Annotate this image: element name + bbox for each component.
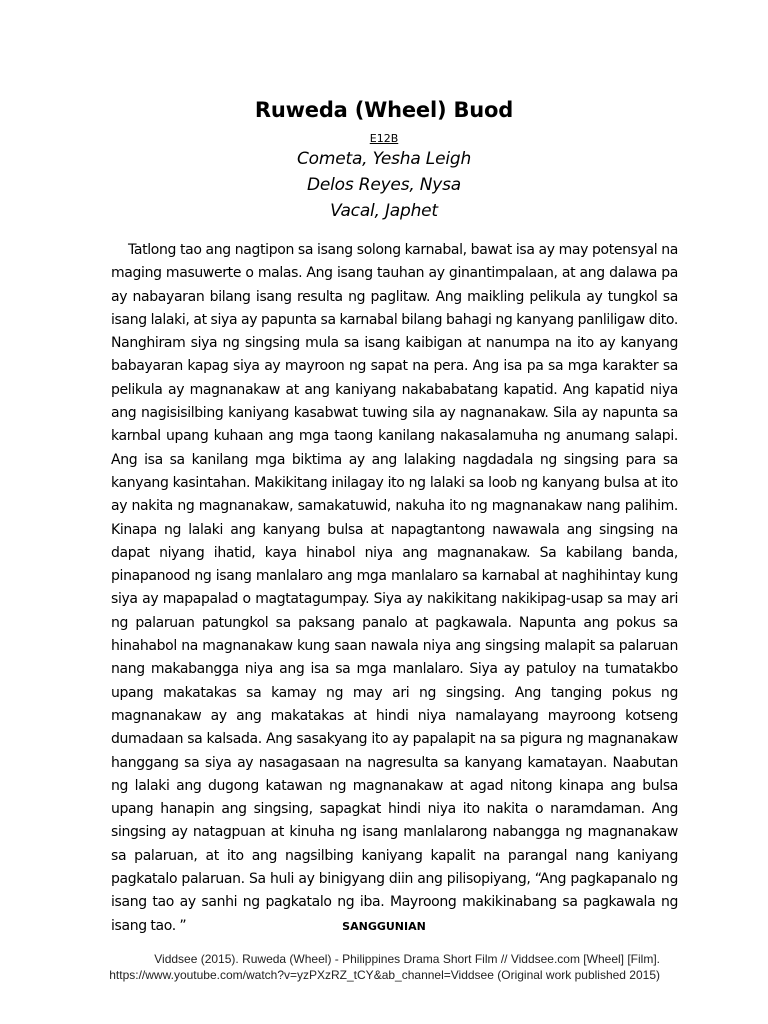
class-code: E12B [369, 132, 399, 145]
summary-paragraph: Tatlong tao ang nagtipon sa isang solong karnabal, bawat isa ay may potensyal na maging masuwerte o malas. Ang isang tauhan ay ginantimpalaan, at ang dalawa pa ay nabayaran bilang isang resulta ng paglitaw. Ang maikling pelikula ay tungkol sa isang lalaki, at siya ay papunta sa karnabal bilang bahagi ng kanyang panliligaw dito. Nanghiram siya ng singsing mula sa isang kaibigan at nanumpa na ito ay kanyang babayaran kapag siya ay mayroon ng sapat na pera. Ang isa pa sa mga karakter sa pelikula ay magnanakaw at ang kaniyang nakababatang kapatid. Ang kapatid niya ang nagisisilbing kaniyang kasabwat tuwing sila ay nagnanakaw. Sila ay napunta sa karnbal upang kuhaan ang mga taong kanilang nakasalamuha ng anumang salapi. Ang isa sa kanilang mga biktima ay ang lalaking nagdadala ng singsing para sa kanyang kasintahan. Makikitang inilagay ito ng lalaki sa loob ng kanyang bulsa at ito ay nakita ng magnanakaw, samakatuwid, nakuha ito ng magnanakaw nang palihim. Kinapa ng lalaki ang kanyang bulsa at napagtantong nawawala ang singsing na dapat niyang ihatid, kaya hinabol niya ang magnanakaw. Sa kabilang banda, pinapanood ng isang manlalaro ang mga manlalaro sa karnabal at naghihintay kung siya ay mapapalad o magtatagumpay. Siya ay nakikitang nakikipag-usap sa may ari ng palaruan patungkol sa paksang panalo at pagkawala. Napunta ang pokus sa hinahabol na magnanakaw kung saan nawala niya ang singsing malapit sa palaruan nang makabangga niya ang isa sa mga manlalaro. Siya ay patuloy na tumatakbo upang makatakas sa kamay ng may ari ng singsing. Ang tanging pokus ng magnanakaw ay ang makatakas at hindi niya namalayang mayroong kotseng dumadaan sa kalsada. Ang sasakyang ito ay papalapit na sa pigura ng magnanakaw hanggang sa siya ay nasagasaan na nagresulta sa kanyang kamatayan. Naabutan ng lalaki ang dugong katawan ng magnanakaw at agad nitong kinapa ang bulsa upang hanapin ang singsing, sapagkat hindi niya ito nakita o naramdaman. Ang singsing ay natagpuan at kinuha ng isang manlalarong nabangga ng magnanakaw sa palaruan, at ito ang nagsilbing kaniyang kapalit na parangal nang kaniyang pagkatalo palaruan. Sa huli ay binigyang diin ang pilisopiyang, “Ang pagkapanalo ng isang tao ay sanhi ng pagkatalo ng iba. Mayroong makikinabang sa pagkawala ng isang tao. ” [111, 242, 678, 934]
author-list [0, 146, 768, 224]
reference-entry [84, 951, 660, 983]
author-name: Delos Reyes, Nysa [306, 175, 462, 195]
author-name: Cometa, Yesha Leigh [296, 149, 472, 169]
reference-citation: Viddsee (2015). Ruweda (Wheel) - Philippines Drama Short Film // Viddsee.com [Wheel] [Film]. [154, 952, 660, 966]
reference-url: https://www.youtube.com/watch?v=yzPXzRZ_tCY&ab_channel=Viddsee (Original work published 2015) [109, 968, 660, 982]
document-title: Ruweda (Wheel) Buod [254, 98, 514, 122]
author-name: Vacal, Japhet [330, 201, 438, 221]
references-heading: SANGGUNIAN [342, 920, 426, 933]
